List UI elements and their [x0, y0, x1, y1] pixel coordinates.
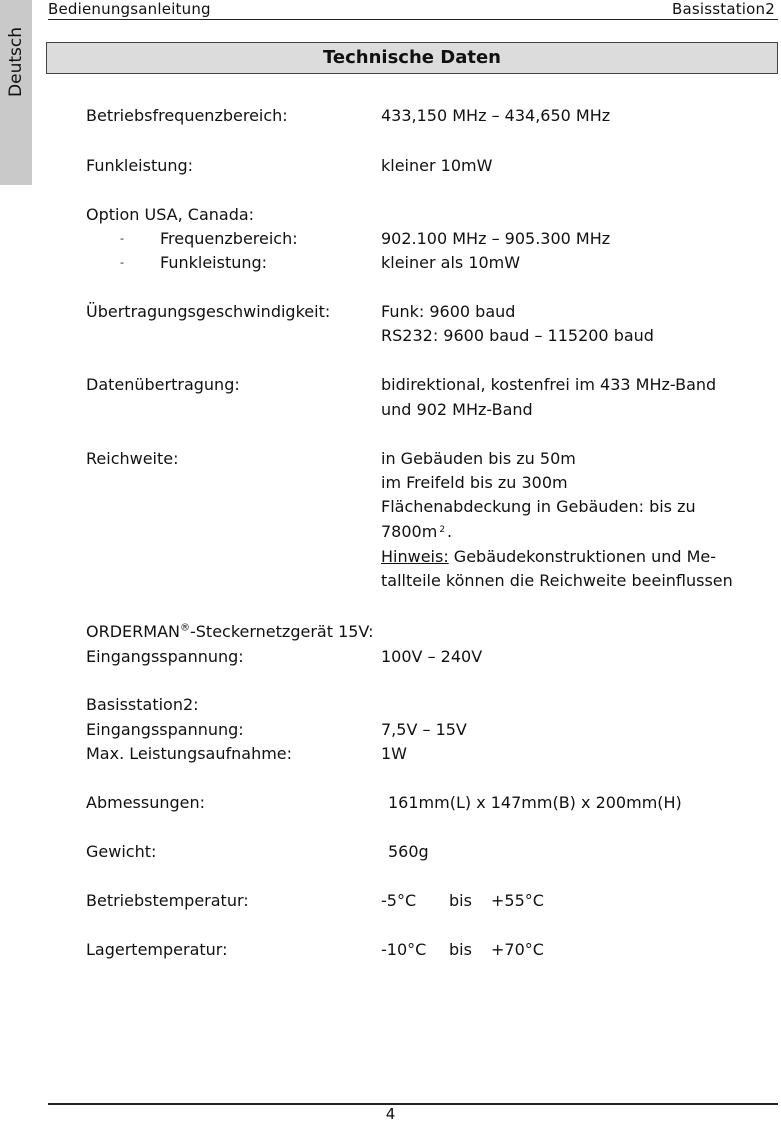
spec-row-adapter-title	[0, 620, 781, 644]
section-title: Technische Daten	[46, 42, 778, 74]
language-tab-label: Deutsch	[6, 27, 26, 97]
spec-label: Max. Leistungsaufnahme:	[86, 744, 293, 763]
spec-label: Basisstation2:	[86, 695, 199, 714]
spec-value: 161mm(L) x 147mm(B) x 200mm(H)	[388, 793, 682, 812]
spec-value: im Freifeld bis zu 300m	[381, 473, 568, 492]
spec-value: 902.100 MHz – 905.300 MHz	[381, 229, 611, 248]
adapter-name: -Steckernetzgerät 15V:	[189, 622, 374, 641]
brand-name: ORDERMAN	[86, 622, 180, 641]
bullet-dash: -	[120, 256, 124, 269]
spec-value: Funk: 9600 baud	[381, 302, 516, 321]
spec-row-range-2	[0, 471, 781, 495]
temp-min: -10°C	[381, 940, 427, 959]
spec-value: 100V – 240V	[381, 647, 483, 666]
spec-label: Datenübertragung:	[86, 375, 240, 394]
header-product-name: Basisstation2	[671, 0, 775, 18]
temp-range-word: bis	[449, 891, 472, 910]
spec-row-storage-temp	[0, 938, 781, 962]
spec-value: bidirektional, kostenfrei im 433 MHz-Band	[381, 375, 717, 394]
spec-row-base-input	[0, 718, 781, 742]
spec-row-option-power	[0, 251, 781, 275]
spec-value: 1W	[381, 744, 407, 763]
spec-row-weight	[0, 840, 781, 864]
spec-row-option-frequency	[0, 227, 781, 251]
spec-label: Eingangsspannung:	[86, 720, 244, 739]
temp-range-word: bis	[449, 940, 472, 959]
note-label: Hinweis:	[381, 547, 449, 566]
area-value: 7800m	[381, 522, 438, 541]
spec-row-range-4	[0, 520, 781, 544]
spec-value	[381, 520, 452, 544]
spec-value: 433,150 MHz – 434,650 MHz	[381, 106, 611, 125]
spec-label: Lagertemperatur:	[86, 940, 228, 959]
spec-row-range-3	[0, 495, 781, 519]
spec-value: 7,5V – 15V	[381, 720, 467, 739]
spec-label: Funkleistung:	[160, 253, 268, 272]
spec-row-dimensions	[0, 791, 781, 815]
header-divider	[48, 19, 778, 20]
spec-value: und 902 MHz-Band	[381, 400, 533, 419]
spec-row-operating-temp	[0, 889, 781, 913]
temp-min: -5°C	[381, 891, 417, 910]
spec-row-transfer	[0, 373, 781, 397]
page-number: 4	[385, 1105, 396, 1123]
spec-value: RS232: 9600 baud – 115200 baud	[381, 326, 654, 345]
spec-value: tallteile können die Reichweite beeinflussen	[381, 571, 733, 590]
spec-row-base-power	[0, 742, 781, 766]
spec-label: Gewicht:	[86, 842, 157, 861]
spec-label: Übertragungsgeschwindigkeit:	[86, 302, 331, 321]
spec-row-speed	[0, 300, 781, 324]
spec-value: 560g	[388, 842, 429, 861]
note-text: Gebäudekonstruktionen und Me-	[448, 547, 717, 566]
spec-label: Betriebstemperatur:	[86, 891, 249, 910]
bullet-dash: -	[120, 232, 124, 245]
spec-row-option	[0, 203, 781, 227]
spec-label: Option USA, Canada:	[86, 205, 255, 224]
spec-label: Abmessungen:	[86, 793, 206, 812]
spec-value	[381, 545, 716, 569]
spec-value: in Gebäuden bis zu 50m	[381, 449, 576, 468]
temp-max: +70°C	[491, 940, 544, 959]
spec-row-range-6	[0, 569, 781, 593]
spec-label: Eingangsspannung:	[86, 647, 244, 666]
spec-row-frequency	[0, 104, 781, 128]
spec-row-range-note	[0, 545, 781, 569]
spec-row-power	[0, 154, 781, 178]
spec-label	[86, 620, 373, 644]
spec-label: Funkleistung:	[86, 156, 194, 175]
spec-row-adapter-input	[0, 645, 781, 669]
header-doc-title: Bedienungsanleitung	[48, 0, 211, 18]
spec-value: kleiner als 10mW	[381, 253, 521, 272]
spec-row-range	[0, 447, 781, 471]
spec-value: kleiner 10mW	[381, 156, 493, 175]
spec-row-transfer-2	[0, 398, 781, 422]
period: .	[447, 522, 453, 541]
superscript-2: 2	[439, 525, 446, 535]
spec-label: Reichweite:	[86, 449, 179, 468]
temp-max: +55°C	[491, 891, 544, 910]
spec-label: Frequenzbereich:	[160, 229, 298, 248]
spec-row-speed-2	[0, 324, 781, 348]
spec-label: Betriebsfrequenzbereich:	[86, 106, 288, 125]
registered-mark: ®	[179, 622, 190, 634]
spec-row-base-title	[0, 693, 781, 717]
spec-value: Flächenabdeckung in Gebäuden: bis zu	[381, 497, 696, 516]
